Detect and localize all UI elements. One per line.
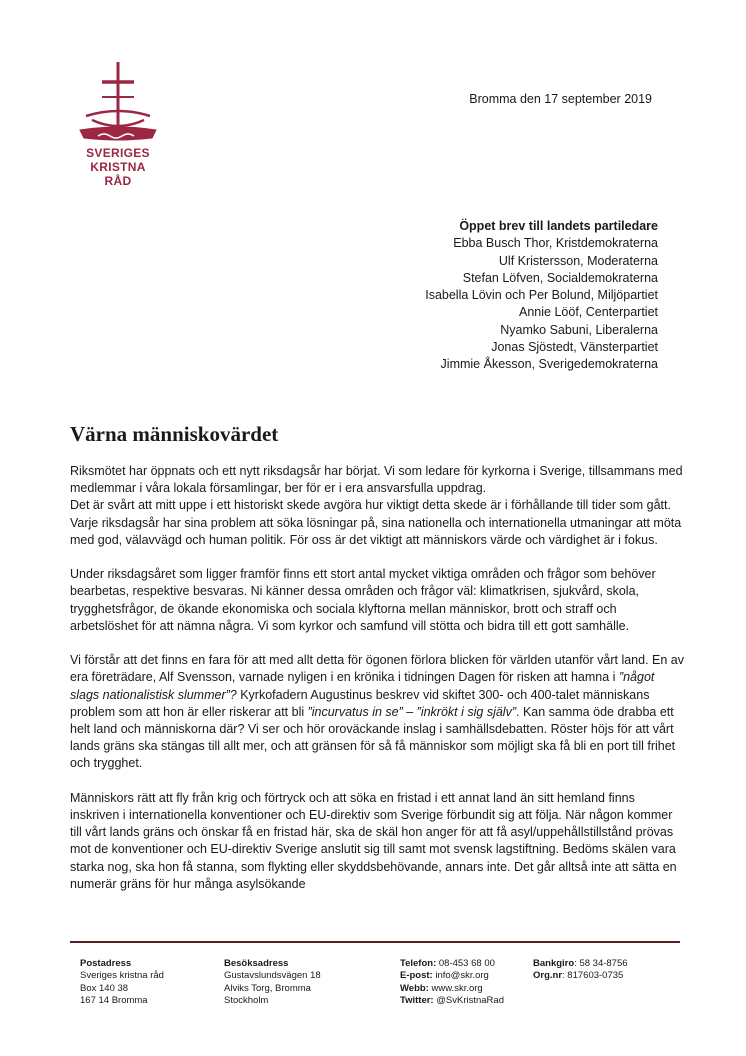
phone-value: 08-453 68 00 (436, 958, 495, 969)
bankgiro-value: : 58 34-8756 (574, 958, 628, 969)
recipients-block (425, 218, 658, 374)
footer-label: Twitter: (400, 995, 434, 1007)
orgnr-value: : 817603-0735 (562, 970, 624, 982)
body-paragraph-2: Under riksdagsåret som ligger framför finns ett stort antal mycket viktiga områden och frågor som behöver bearbetas, respektive besvaras. Ni känner dessa områden och frågor väl: klimatkrisen, sjukvård, skola, trygghetsfrågor, de ökande ekonomiska och sociala klyftorna mellan människor, brott och straff och arbetslöshet för att nämna några. Vi som kyrkor och samfund vill stötta och bidra till ett gott samhälle. (70, 567, 656, 633)
body-paragraph-1 (70, 463, 686, 549)
recipient-line: Ulf Kristersson, Moderaterna (498, 253, 658, 268)
footer-label: Telefon: (400, 958, 437, 969)
body-paragraph-4: Människors rätt att fly från krig och förtryck och att söka en fristad i ett annat land än sitt hemland finns inskriven i internationella konventioner och EU-direktiv som Sverige förbundit sig att följa. När någon kommer till vårt lands gräns och önskar få en fristad här, ska de skäl hon anger för att få asyl/uppehållstillstånd prövas mot de konventioner och EU-direktiv Sverige anslutit sig till samt mot svensk lagstiftning. Bedöms skälen vara starka nog, ska hon få stanna, som flykting eller skyddsbehövande, annars inte. Det går alltså inte att sätta en numerär gräns för hur många asylsökande (70, 790, 677, 891)
footer-label: Org.nr (533, 970, 563, 982)
recipient-line: Jonas Sjöstedt, Vänsterpartiet (491, 340, 658, 355)
footer-label: Webb: (400, 982, 429, 994)
recipient-line: Stefan Löfven, Socialdemokraterna (462, 270, 658, 285)
twitter-link[interactable]: @SvKristnaRad (433, 995, 504, 1007)
body-paragraph-3 (70, 652, 686, 772)
recipient-line: Ebba Busch Thor, Kristdemokraterna (453, 236, 658, 251)
body-text: Det är svårt att mitt uppe i ett historiskt skede avgöra hur viktigt detta skede är i förhållande till tider som gått. Varje riksdagsår har sina problem att söka lösningar på, sina nationella och internationella utmaningar att möta med god, välavvägd och human politik. För oss är det viktigt att människors värde och värdighet är i fokus. (70, 498, 682, 547)
logo-line-2: KRISTNA RÅD (90, 160, 146, 188)
body-text: Riksmötet har öppnats och ett nytt riksdagsår har börjat. Vi som ledare för kyrkorna i Sverige, tillsammans med medlemmar i våra lokala församlingar, ber för er i era ansvarsfulla uppdrag. (70, 464, 683, 496)
footer-orgnr (533, 970, 628, 982)
body-text: Vi förstår att det finns en fara för att med allt detta för ögonen förlora blicken för världen utanför vårt land. En av era företrädare, Alf Svensson, varnade nyligen i en krönika i tidningen Dagen för risken att hamna i (70, 653, 684, 685)
body-text: . Kan samma öde drabba ett helt land och människorna där? Vi ser och hör oroväckande inslag i samhällsdebatten. Röster höjs för att vårt lands gräns ska stängas till allt mer, och att gränsen för så få människor som möjligt ska få bli en port till frihet och trygghet. (70, 704, 676, 771)
footer-line: Stockholm (224, 995, 269, 1007)
email-link[interactable]: info@skr.org (432, 970, 489, 982)
footer-label: E-post: (400, 970, 433, 982)
letter-date: Bromma den 17 september 2019 (469, 92, 652, 106)
recipient-line: Jimmie Åkesson, Sverigedemokraterna (440, 357, 658, 372)
footer-web (400, 983, 504, 995)
footer-twitter (400, 995, 504, 1007)
quote: ”incurvatus in se” – ”inkrökt i sig själv” (307, 704, 516, 719)
footer-contact (400, 958, 504, 1008)
footer-heading: Postadress (80, 958, 132, 969)
footer-visit-address (224, 958, 321, 1008)
footer-phone (400, 958, 504, 970)
recipients-title: Öppet brev till landets partiledare (459, 219, 658, 233)
letter-headline: Värna människovärdet (70, 422, 279, 446)
footer-line: Sveriges kristna råd (80, 970, 164, 982)
footer-line: 167 14 Bromma (80, 995, 148, 1007)
footer-label: Bankgiro (533, 958, 575, 969)
cross-ship-logo-icon (76, 60, 160, 142)
footer-postal-address (80, 958, 164, 1008)
footer-heading: Besöksadress (224, 958, 289, 969)
recipient-line: Annie Lööf, Centerpartiet (519, 305, 658, 320)
recipient-line: Nyamko Sabuni, Liberalerna (500, 322, 658, 337)
body-text: Kyrkofadern Augustinus beskrev vid skiftet 300- och 400-talet människans problem som att hon är eller riskerar att bli (70, 687, 650, 719)
footer-bankgiro (533, 958, 628, 970)
footer-line: Gustavslundsvägen 18 (224, 970, 321, 982)
footer-line: Alviks Torg, Bromma (224, 982, 311, 994)
footer-divider (70, 941, 680, 943)
web-link[interactable]: www.skr.org (428, 982, 483, 994)
recipient-line: Isabella Lövin och Per Bolund, Miljöpartiet (425, 288, 658, 303)
logo-line-1: SVERIGES (86, 146, 150, 160)
quote: ”något slags nationalistisk slummer”? (70, 670, 655, 702)
footer-line: Box 140 38 (80, 982, 129, 994)
footer-email (400, 970, 504, 982)
letter-body (70, 463, 686, 910)
footer-bank (533, 958, 628, 983)
logo (76, 60, 160, 188)
